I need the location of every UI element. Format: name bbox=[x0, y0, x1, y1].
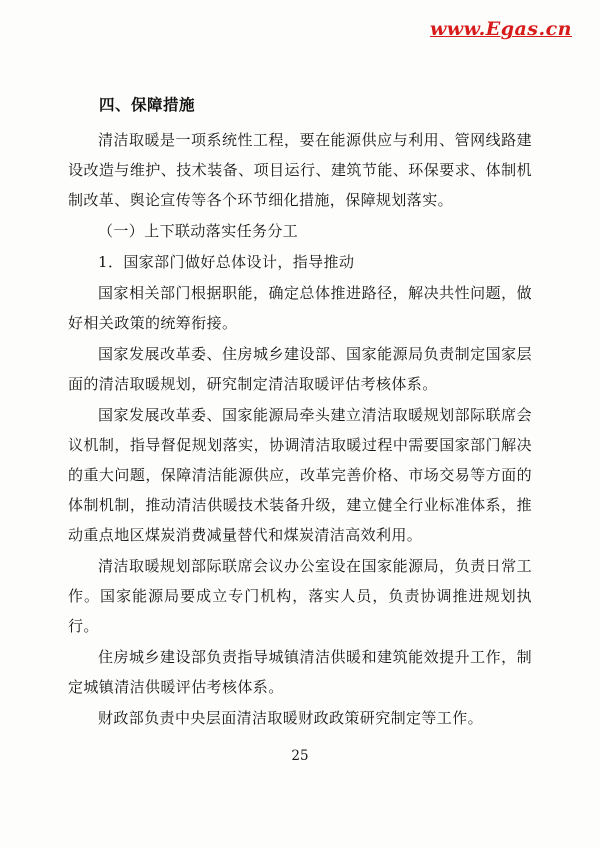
paragraph: 1．国家部门做好总体设计，指导推动 bbox=[98, 253, 355, 272]
document-body bbox=[68, 90, 532, 734]
paragraph: 国家相关部门根据职能，确定总体推进路径，解决共性问题，做好相关政策的统筹衔接。 bbox=[68, 284, 532, 333]
watermark-text: www.Egas.cn bbox=[429, 18, 572, 40]
paragraph: （一）上下联动落实任务分工 bbox=[98, 222, 299, 241]
section-heading: 四、保障措施 bbox=[99, 95, 196, 114]
paragraph: 财政部负责中央层面清洁取暖财政政策研究制定等工作。 bbox=[98, 709, 484, 728]
paragraph: 清洁取暖规划部际联席会议办公室设在国家能源局，负责日常工作。国家能源局要成立专门机构，落实人员，负责协调推进规划执行。 bbox=[68, 557, 532, 636]
paragraph: 住房城乡建设部负责指导城镇清洁供暖和建筑能效提升工作，制定城镇清洁供暖评估考核体系。 bbox=[68, 648, 532, 697]
paragraph: 国家发展改革委、住房城乡建设部、国家能源局负责制定国家层面的清洁取暖规划，研究制定清洁取暖评估考核体系。 bbox=[68, 345, 532, 394]
page-number: 25 bbox=[291, 748, 309, 764]
paragraph: 清洁取暖是一项系统性工程，要在能源供应与利用、管网线路建设改造与维护、技术装备、项目运行、建筑节能、环保要求、体制机制改革、舆论宣传等各个环节细化措施，保障规划落实。 bbox=[68, 131, 532, 210]
paragraph: 国家发展改革委、国家能源局牵头建立清洁取暖规划部际联席会议机制，指导督促规划落实，协调清洁取暖过程中需要国家部门解决的重大问题，保障清洁能源供应，改革完善价格、市场交易等方面的体制机制，推动清洁供暖技术装备升级，建立健全行业标准体系，推动重点地区煤炭消费减量替代和煤炭清洁高效利用。 bbox=[68, 406, 532, 545]
